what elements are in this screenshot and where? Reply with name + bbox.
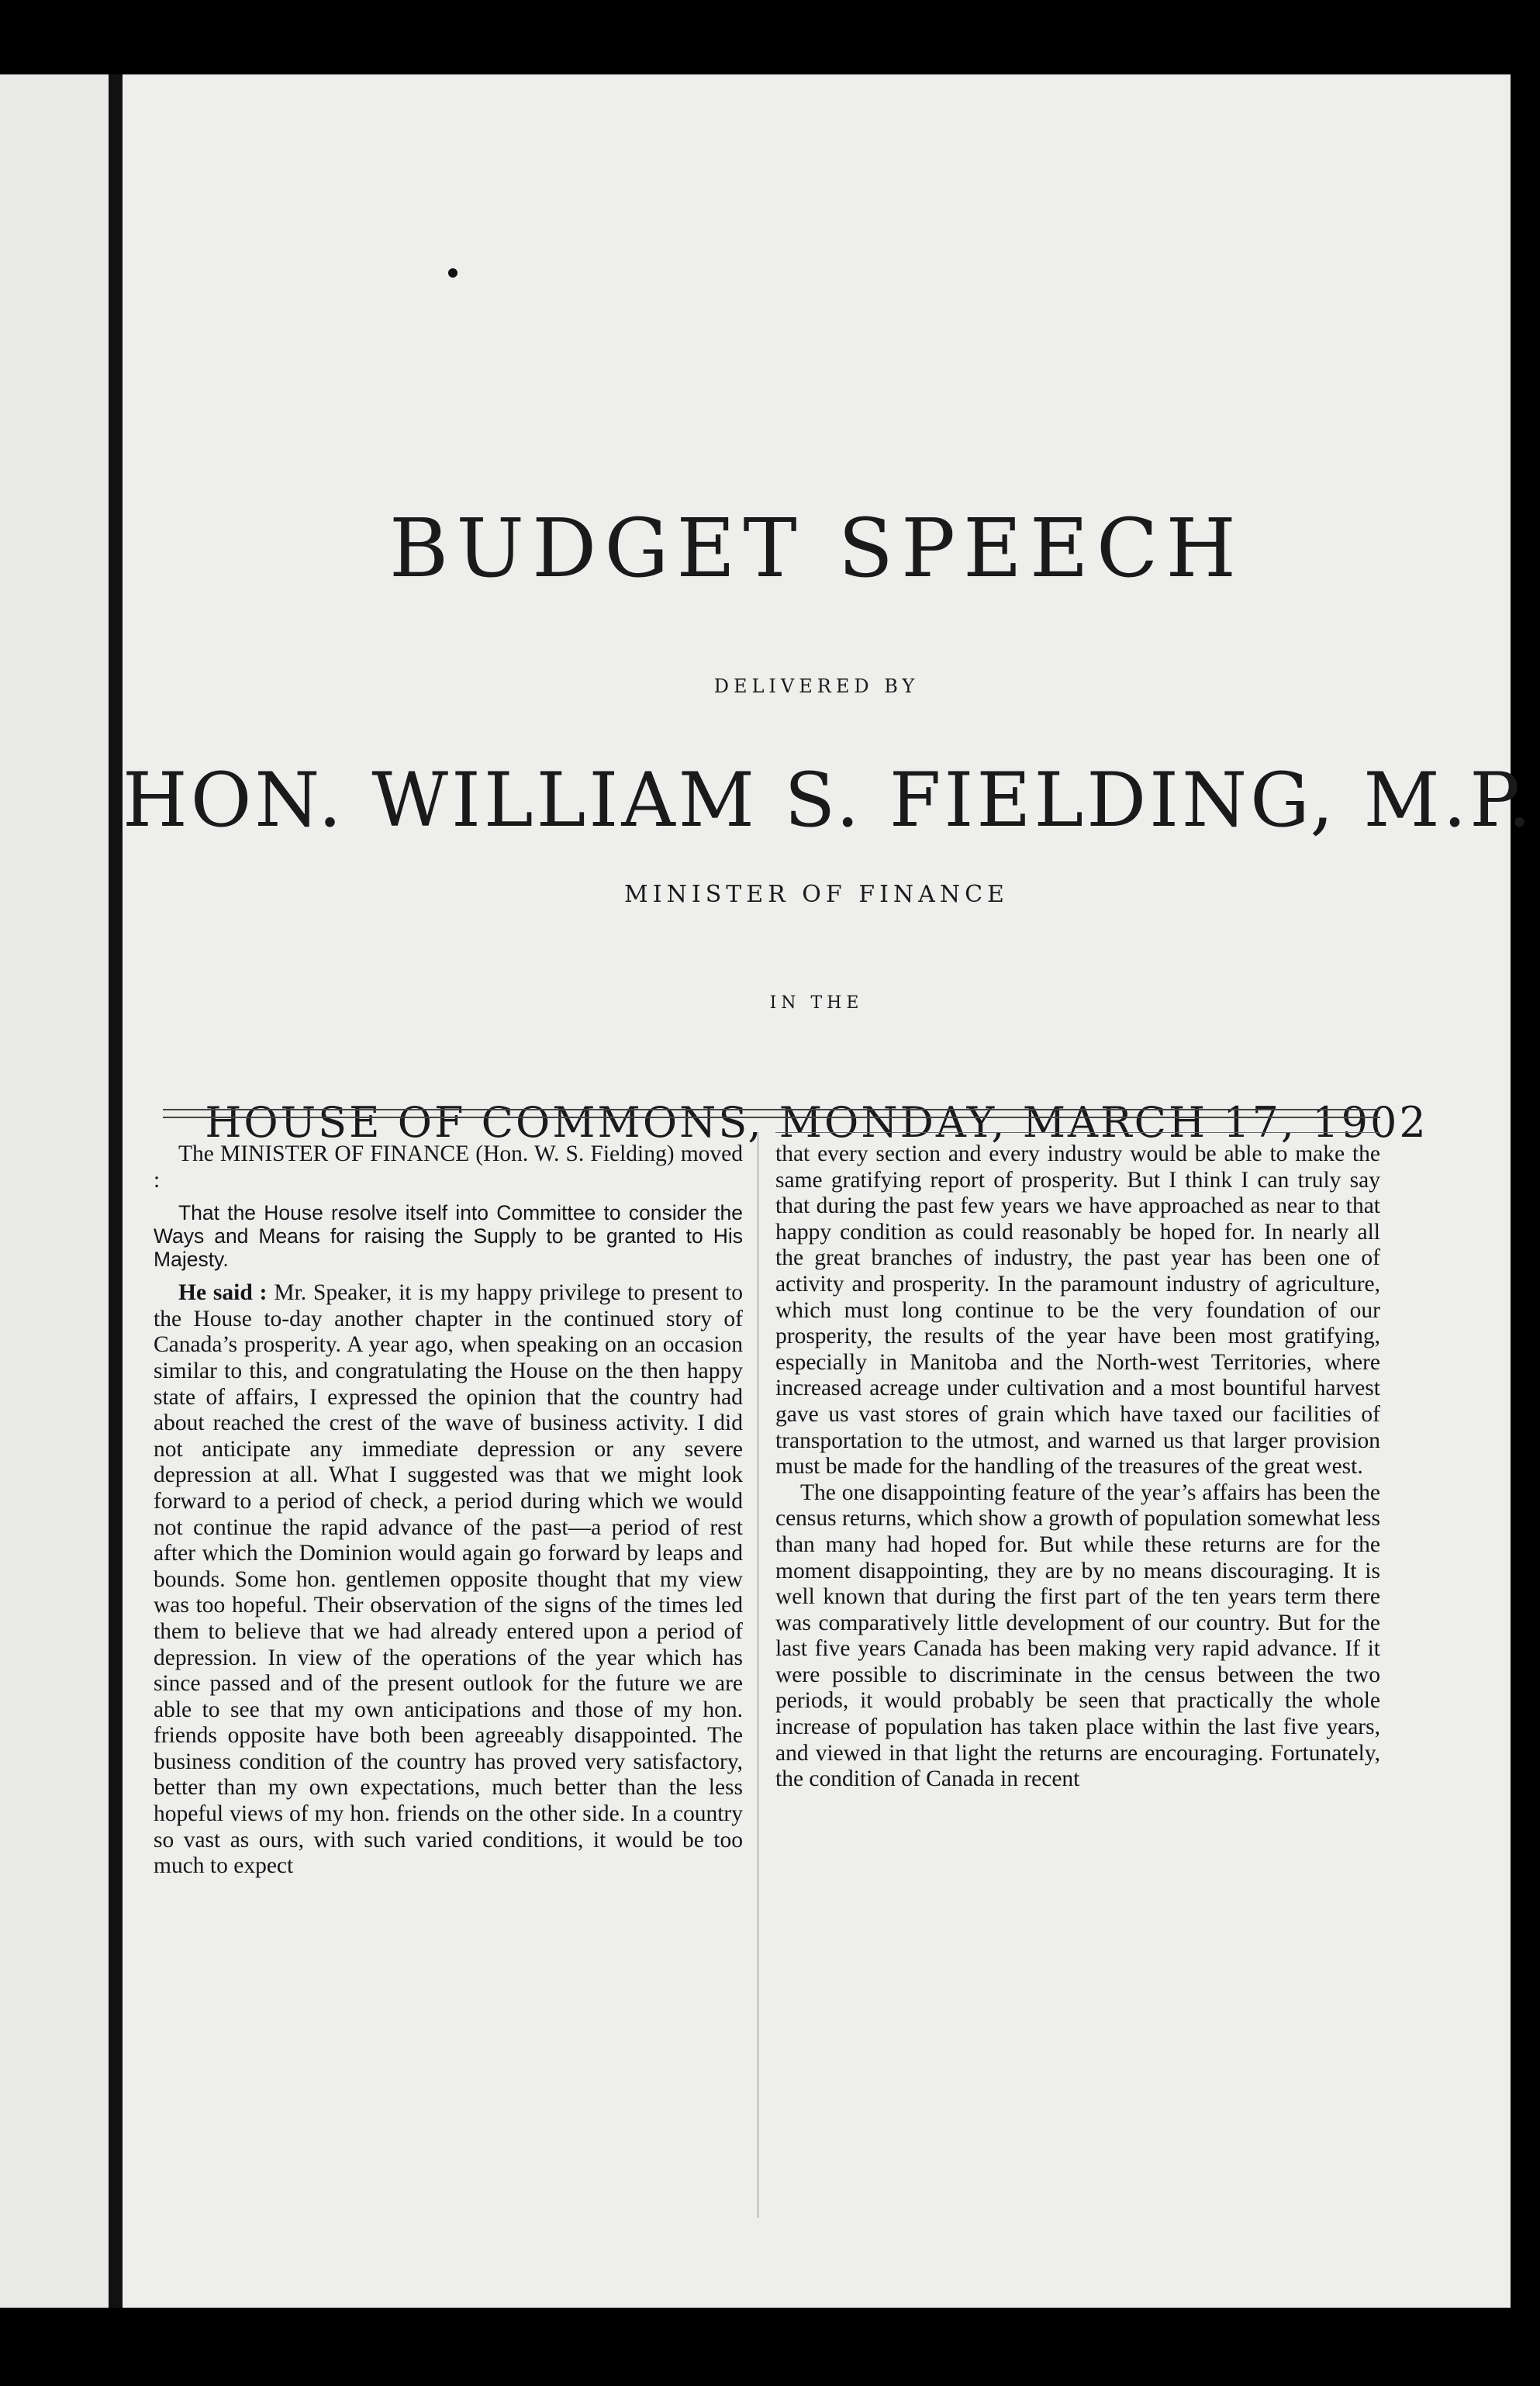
speech-paragraph [154, 1280, 743, 1880]
speech-lead: He said : [178, 1280, 268, 1306]
document-title: BUDGET SPEECH [388, 501, 1245, 596]
motion-text: That the House resolve itself into Committee to consider the Ways and Means for raising the Supply to be granted to His Majesty. [154, 1201, 743, 1272]
speech-text: Mr. Speaker, it is my happy privilege to present to the House to-day another chapter in the continued story of Canada’s prosperity. A year ago, when speaking on an occasion similar to this, and congratulating the House on the then happy state of affairs, I expressed the opinion that the country had about reached the crest of the wave of business activity. I did not anticipate any immediate depression or any severe depression at all. What I suggested was that we might look forward to a period of check, a period during which we would not continue the rapid advance of the past—a period of rest after which the Dominion would again go forward by leaps and bounds. Some hon. gentlemen opposite thought that my view was too hopeful. Their observation of the signs of the times led them to believe that we had already entered upon a period of depression. In view of the operations of the year which has since passed and of the present outlook for the future we are able to see that my own anticipations and those of my hon. friends opposite have both been agreeably disappointed. The business condition of the country has proved very satisfactory, better than my own expectations, much better than the less hopeful views of my hon. friends on the other side. In a country so vast as ours, with such varied conditions, it would be too much to expect [154, 1280, 743, 1879]
header-rule-top [163, 1109, 1380, 1110]
delivered-by-line: DELIVERED BY [713, 675, 920, 697]
motion-intro: The MINISTER OF FINANCE (Hon. W. S. Fielding) moved : [154, 1141, 743, 1193]
right-column [775, 1141, 1380, 1793]
speaker-office: MINISTER OF FINANCE [624, 881, 1009, 908]
occasion-line: HOUSE OF COMMONS, MONDAY, MARCH 17, 1902 [205, 1098, 1428, 1147]
binding-shadow [109, 74, 123, 2308]
left-column [154, 1141, 743, 1880]
adjacent-page-edge [0, 74, 109, 2308]
speaker-name: HON. WILLIAM S. FIELDING, M.P. [123, 757, 1535, 844]
ink-dot [448, 268, 458, 278]
right-paragraph-2: The one disappointing feature of the year’s affairs has been the census returns, which show a growth of population somewhat less than many had hoped for. But while these returns are for the moment disappointing, they are by no means discouraging. It is well known that during the first part of the ten years term there was comparatively little development of our country. But for the last five years Canada has been making very rapid advance. If it were possible to discriminate in the census between the two periods, it would probably be seen that practically the whole increase of population has taken place within the last five years, and viewed in that light the returns are encouraging. Fortunately, the condition of Canada in recent [775, 1480, 1380, 1792]
in-the-line: IN THE [769, 993, 864, 1013]
header-rule-bottom [163, 1117, 1380, 1118]
column-rule [775, 1132, 1380, 1133]
right-paragraph-1: that every section and every industry would be able to make the same gratifying report of prosperity. But I think I can truly say that during the past few years we have approached as near to that happy condition as could reasonably be hoped for. In nearly all the great branches of industry, the past year has been one of activity and prosperity. In the paramount industry of agriculture, which must long continue to be the very foundation of our prosperity, the results of the year have been most gratifying, especially in Manitoba and the North-west Territories, where increased acreage under cultivation and a most bountiful harvest gave us vast stores of grain which have taxed our facilities of transportation to the utmost, and warned us that larger provision must be made for the handling of the treasures of the great west. [775, 1141, 1380, 1480]
